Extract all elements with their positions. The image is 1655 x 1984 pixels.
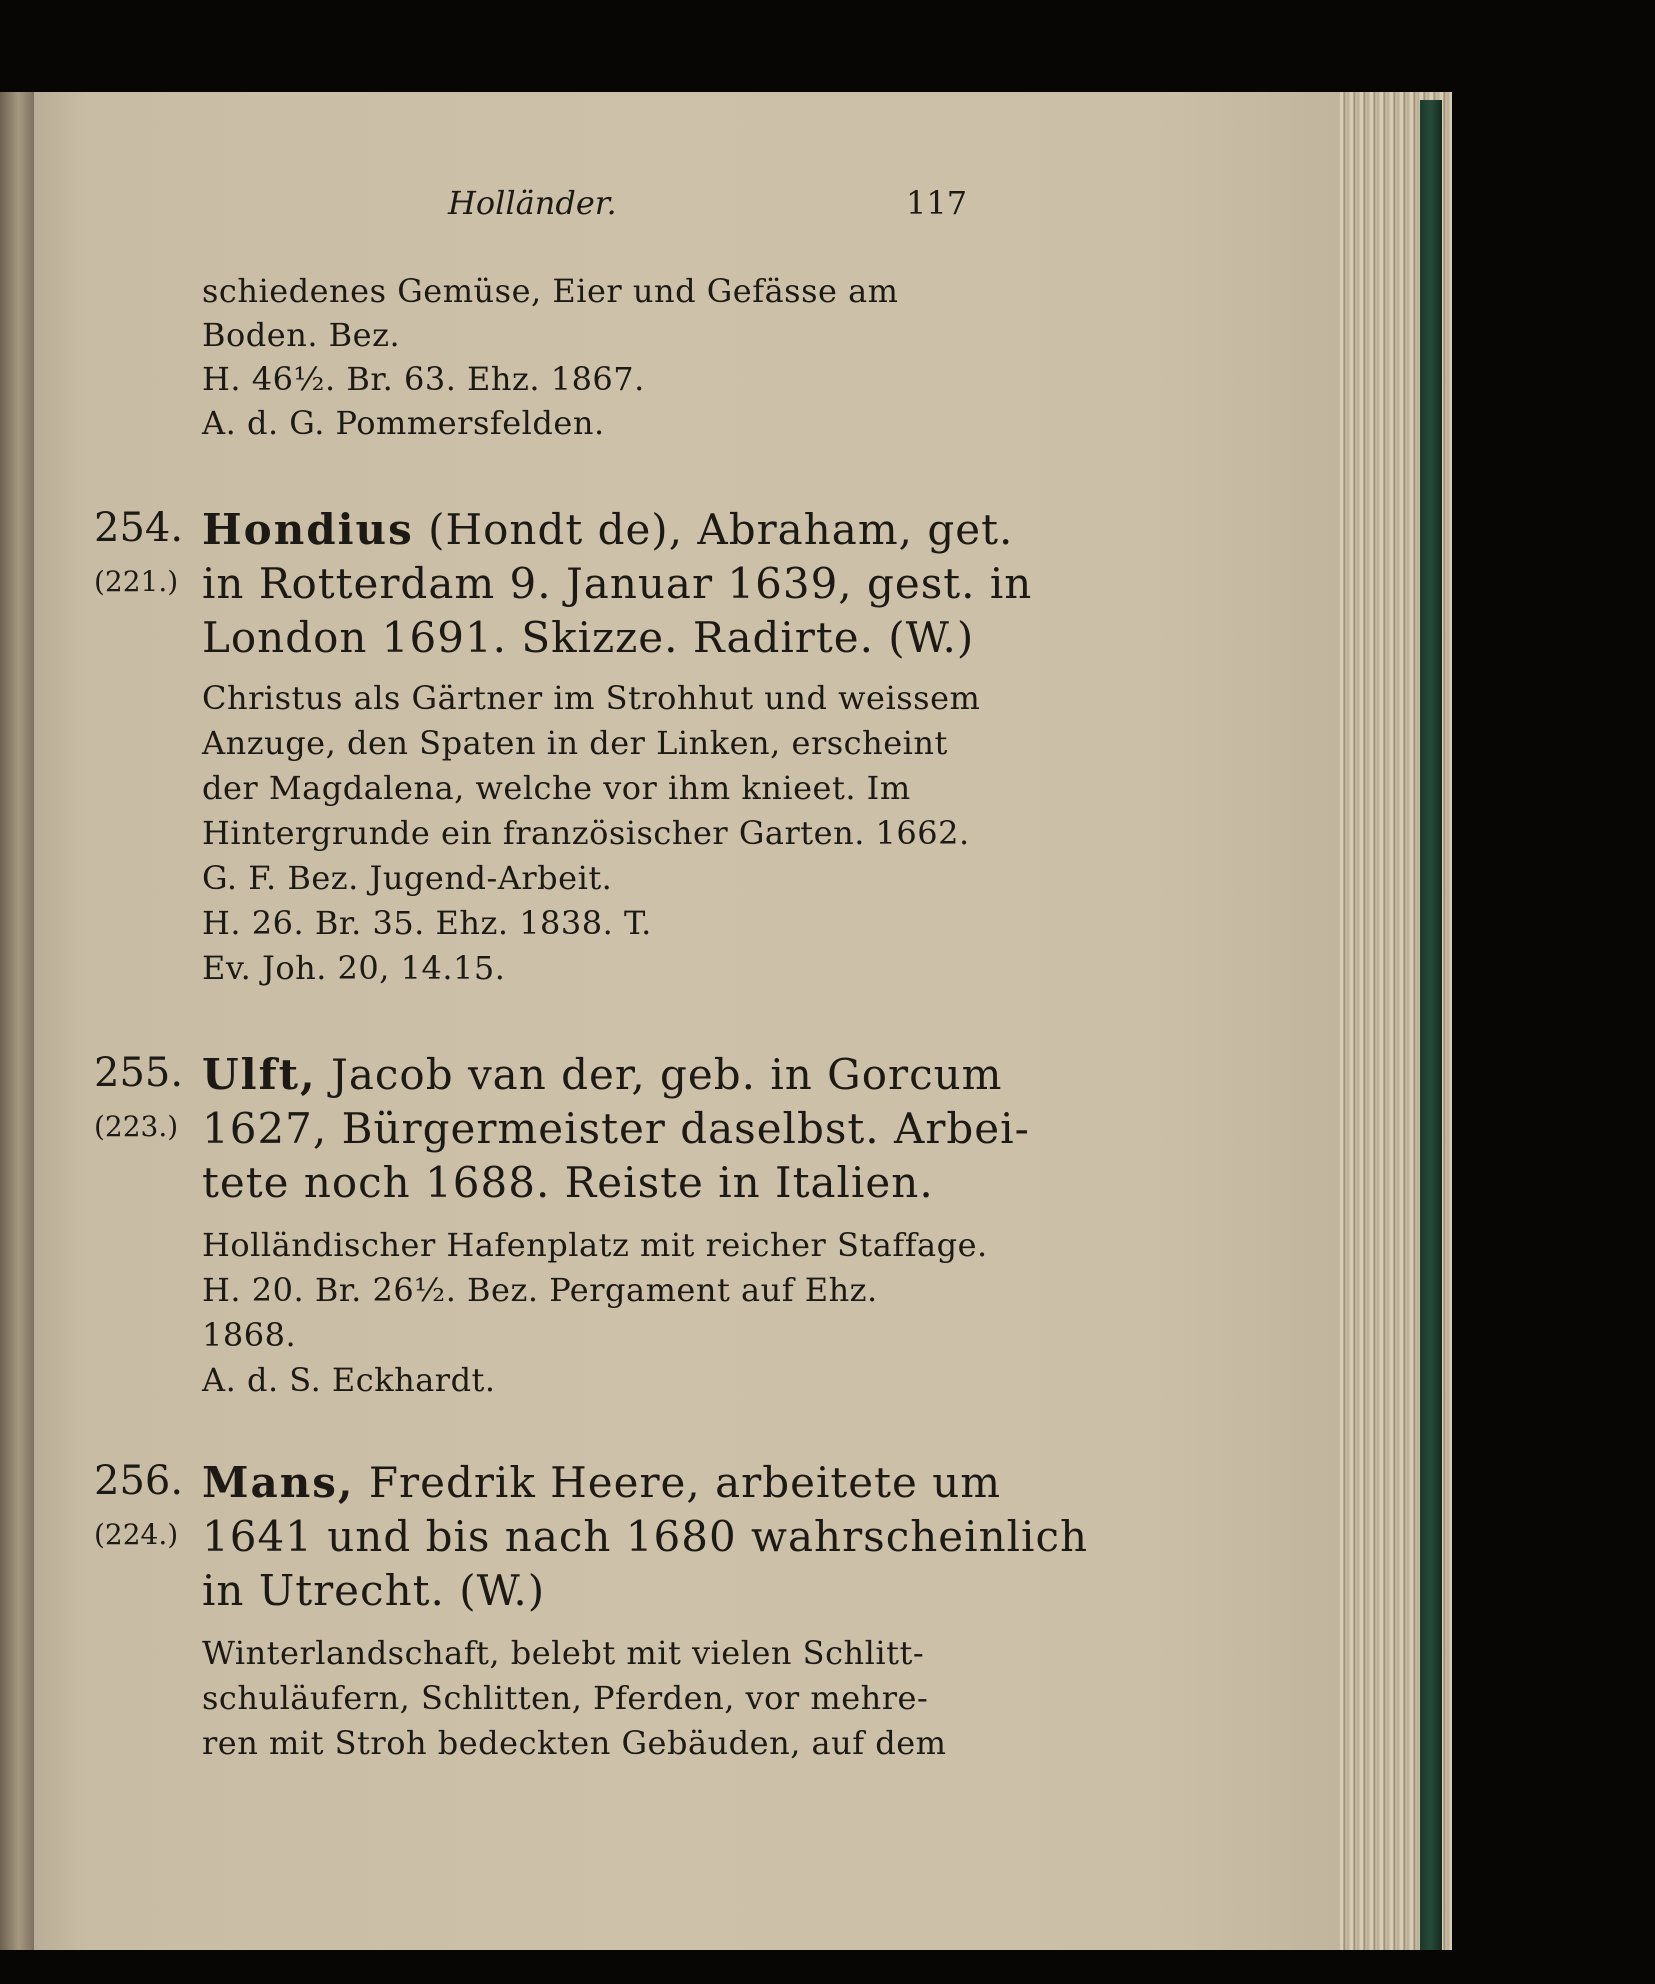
description-line: H. 20. Br. 26½. Bez. Pergament auf Ehz. [202,1271,878,1309]
heading-line: in Rotterdam 9. Januar 1639, gest. in [202,559,1033,608]
description-line: Winterlandschaft, belebt mit vielen Schlitt- [202,1634,925,1672]
old-catalog-number: (224.) [94,1518,179,1551]
entry-heading [202,505,1013,554]
heading-line: London 1691. Skizze. Radirte. (W.) [202,613,975,662]
continuation-line: schiedenes Gemüse, Eier und Gefässe am [202,272,899,310]
running-header: Holländer. [448,184,617,222]
old-catalog-number: (221.) [94,565,179,598]
entry-number: 255. [94,1050,184,1096]
description-line: schuläufern, Schlitten, Pferden, vor mehre- [202,1679,929,1717]
description-line: Holländischer Hafenplatz mit reicher Staffage. [202,1226,988,1264]
page-number: 117 [906,184,968,222]
artist-name: Hondius [202,505,414,554]
description-line: der Magdalena, welche vor ihm knieet. Im [202,769,911,807]
description-line: H. 26. Br. 35. Ehz. 1838. T. [202,904,652,942]
entry-number: 254. [94,505,184,551]
continuation-line: Boden. Bez. [202,316,401,354]
old-catalog-number: (223.) [94,1110,179,1143]
description-line: A. d. S. Eckhardt. [202,1361,496,1399]
heading-text: Fredrik Heere, arbeitete um [354,1458,1002,1507]
entry-heading [202,1458,1001,1507]
description-line: Christus als Gärtner im Strohhut und weissem [202,679,981,717]
heading-line: tete noch 1688. Reiste in Italien. [202,1158,934,1207]
heading-text: Jacob van der, geb. in Gorcum [316,1050,1003,1099]
continuation-line: A. d. G. Pommersfelden. [202,404,605,442]
description-line: Ev. Joh. 20, 14.15. [202,949,506,987]
description-line: Anzuge, den Spaten in der Linken, erscheint [202,724,948,762]
heading-text: (Hondt de), Abraham, get. [413,505,1014,554]
continuation-line: H. 46½. Br. 63. Ehz. 1867. [202,360,645,398]
heading-line: in Utrecht. (W.) [202,1566,546,1615]
description-line: G. F. Bez. Jugend-Arbeit. [202,859,613,897]
artist-name: Ulft, [202,1050,317,1099]
facing-page-edge [0,92,34,1950]
heading-line: 1641 und bis nach 1680 wahrscheinlich [202,1512,1089,1561]
artist-name: Mans, [202,1458,355,1507]
description-line: Hintergrunde ein französischer Garten. 1662. [202,814,970,852]
description-line: 1868. [202,1316,297,1354]
heading-line: 1627, Bürgermeister daselbst. Arbei- [202,1104,1030,1153]
entry-number: 256. [94,1458,184,1504]
entry-heading [202,1050,1003,1099]
book-spine [1420,100,1442,1950]
description-line: ren mit Stroh bedeckten Gebäuden, auf dem [202,1724,947,1762]
